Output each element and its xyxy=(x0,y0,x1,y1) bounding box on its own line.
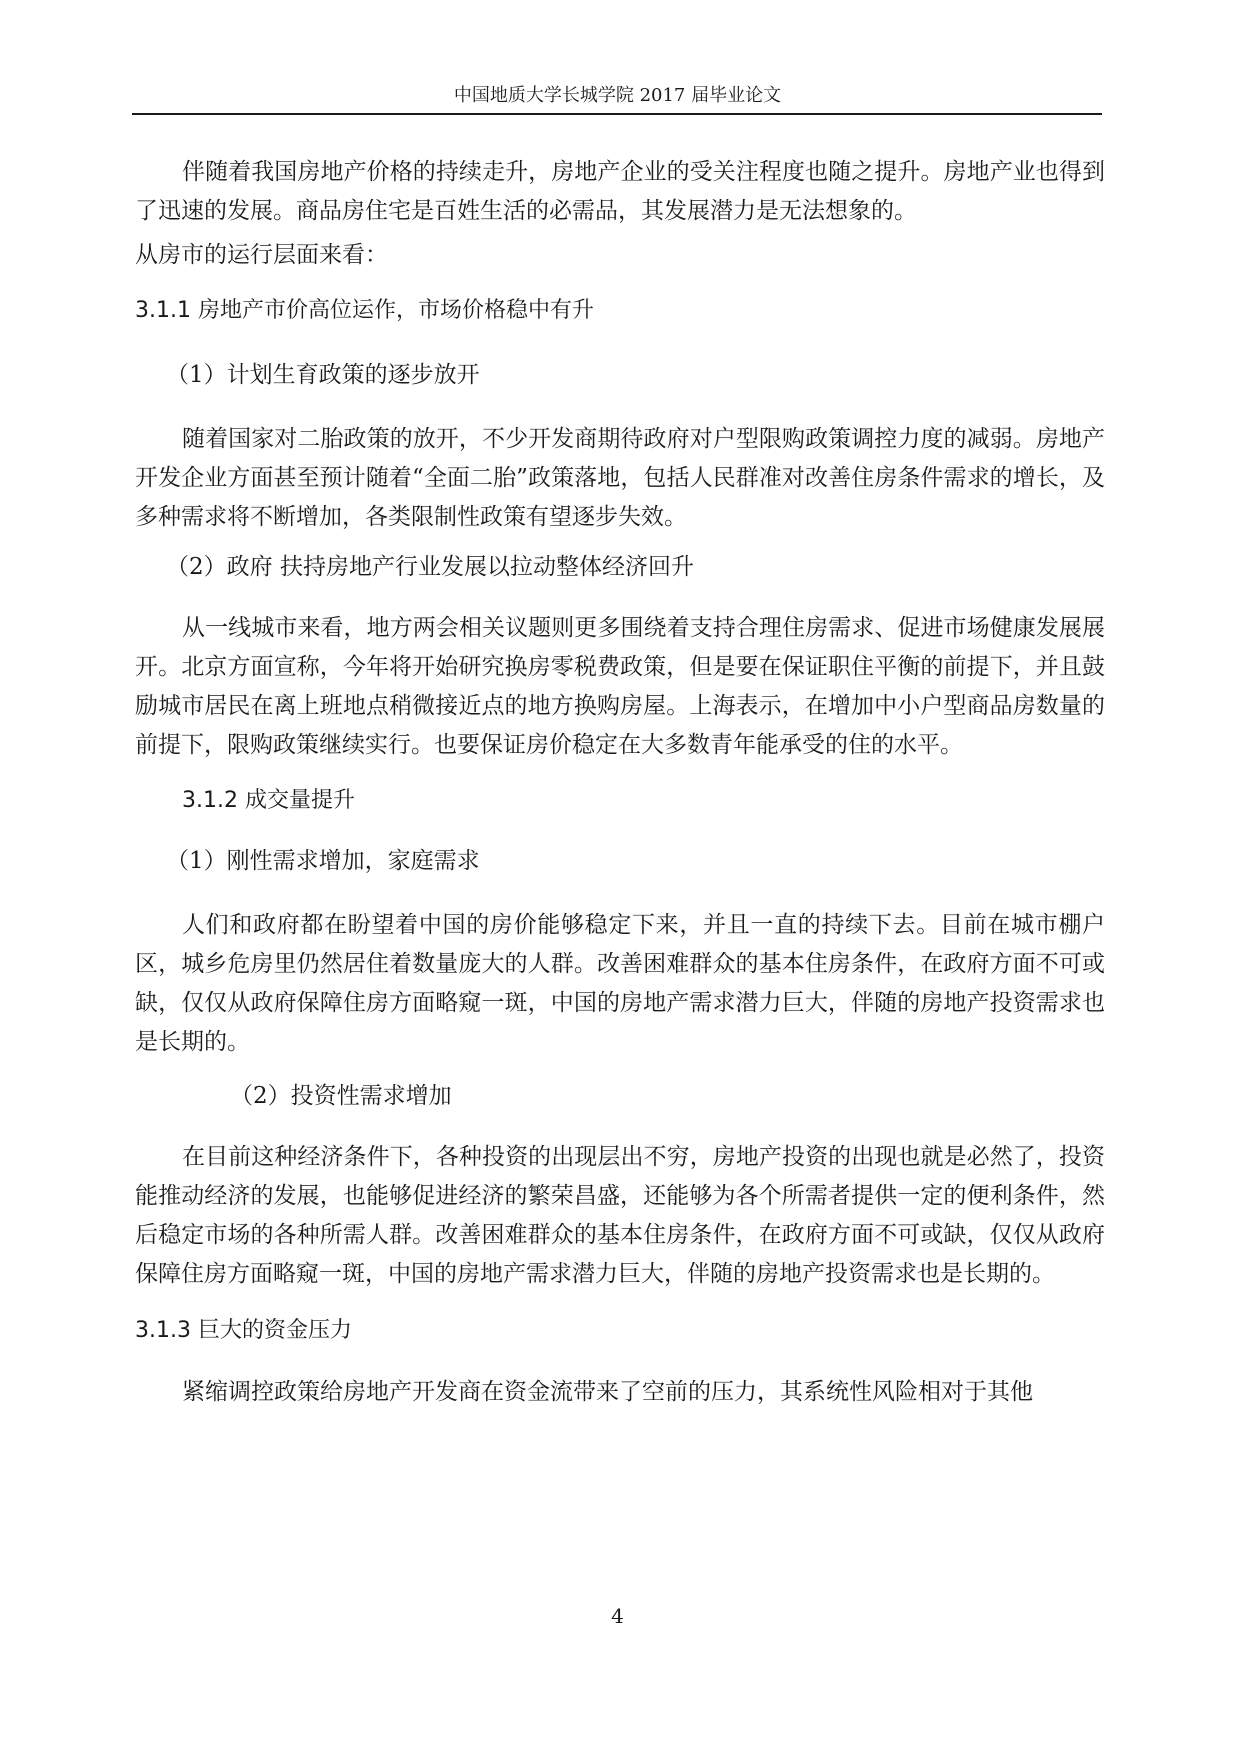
paragraph-capital-pressure: 紧缩调控政策给房地产开发商在资金流带来了空前的压力，其系统性风险相对于其他 xyxy=(182,1379,1033,1405)
paragraph-housing-demand: 人们和政府都在盼望着中国的房价能够稳定下来，并且一直的持续下去。目前在城市棚户区，城乡危房里仍然居住着数量庞大的人群。改善困难群众的基本住房条件，在政府方面不可或缺，仅仅从政府保障住房方面略窥一斑，中国的房地产需求潜力巨大，伴随的房地产投资需求也是长期的。 xyxy=(135,912,1105,1055)
subheading-family-planning: （1）计划生育政策的逐步放开 xyxy=(166,362,480,388)
page-number: 4 xyxy=(611,1604,624,1628)
paragraph-intro: 伴随着我国房地产价格的持续走升，房地产企业的受关注程度也随之提升。房地产业也得到了迅速的发展。商品房住宅是百姓生活的必需品，其发展潜力是无法想象的。 xyxy=(135,159,1105,224)
page-header-title: 中国地质大学长城学院 2017 届毕业论文 xyxy=(453,85,782,106)
header-divider xyxy=(132,113,1102,115)
section-heading-3-1-2: 3.1.2 成交量提升 xyxy=(182,788,355,813)
section-heading-3-1-1: 3.1.1 房地产市价高位运作，市场价格稳中有升 xyxy=(135,298,594,323)
paragraph-investment: 在目前这种经济条件下，各种投资的出现层出不穷，房地产投资的出现也就是必然了，投资能推动经济的发展，也能够促进经济的繁荣昌盛，还能够为各个所需者提供一定的便利条件，然后稳定市场的各种所需人群。改善困难群众的基本住房条件，在政府方面不可或缺，仅仅从政府保障住房方面略窥一斑，中国的房地产需求潜力巨大，伴随的房地产投资需求也是长期的。 xyxy=(135,1144,1105,1287)
paragraph-market-level: 从房市的运行层面来看： xyxy=(135,242,388,268)
subheading-rigid-demand: （1）刚性需求增加，家庭需求 xyxy=(166,848,480,874)
subheading-investment-demand: （2）投资性需求增加 xyxy=(230,1083,452,1109)
section-heading-3-1-3: 3.1.3 巨大的资金压力 xyxy=(135,1318,352,1343)
paragraph-first-tier-cities: 从一线城市来看，地方两会相关议题则更多围绕着支持合理住房需求、促进市场健康发展展开。北京方面宣称，今年将开始研究换房零税费政策，但是要在保证职住平衡的前提下，并且鼓励城市居民在离上班地点稍微接近点的地方换购房屋。上海表示，在增加中小户型商品房数量的前提下，限购政策继续实行。也要保证房价稳定在大多数青年能承受的住的水平。 xyxy=(135,615,1105,758)
subheading-government-support: （2）政府 扶持房地产行业发展以拉动整体经济回升 xyxy=(166,554,694,580)
paragraph-two-child-policy: 随着国家对二胎政策的放开，不少开发商期待政府对户型限购政策调控力度的减弱。房地产开发企业方面甚至预计随着“全面二胎”政策落地，包括人民群准对改善住房条件需求的增长，及多种需求将不断增加，各类限制性政策有望逐步失效。 xyxy=(135,426,1105,530)
